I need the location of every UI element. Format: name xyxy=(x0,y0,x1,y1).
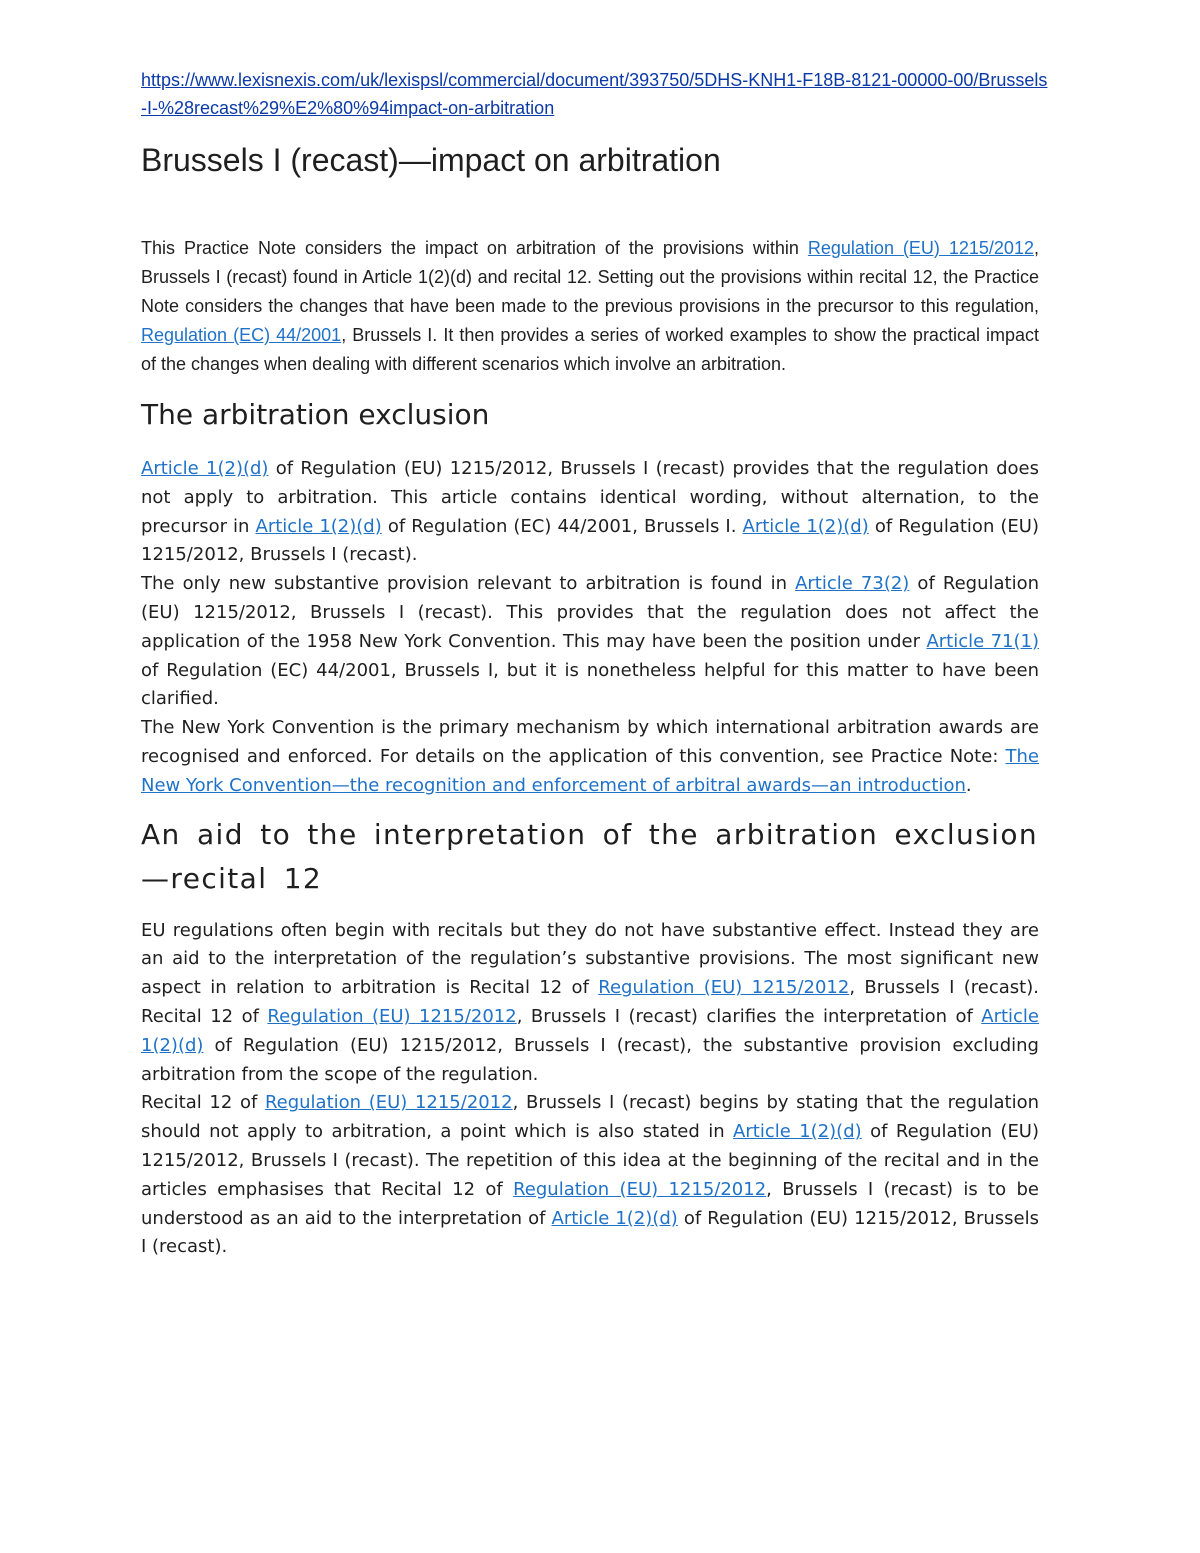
article-73-2-link[interactable]: Article 73(2) xyxy=(795,573,910,595)
paragraph-article-1-2-d xyxy=(141,455,1039,570)
article-1-2-d-link[interactable]: Article 1(2)(d) xyxy=(141,458,269,479)
regulation-eu-link[interactable]: Regulation (EU) 1215/2012 xyxy=(513,1178,767,1200)
article-71-1-link[interactable]: Article 71(1) xyxy=(926,630,1039,652)
paragraph-text: EU regulations often begin with recitals but they do not have substantive effect. Instead they are an aid to the interpretation of the regulation’s substantive provisions. The most significant new aspect in relation to arbitration is Recital 12 of xyxy=(141,919,1039,999)
intro-text-3: , Brussels I. It then provides a series of worked examples to show the practical impact of the changes when dealing with different scenarios which involve an arbitration. xyxy=(141,325,1040,374)
regulation-eu-link[interactable]: Regulation (EU) 1215/2012 xyxy=(267,1005,517,1027)
paragraph-text: , Brussels I (recast) is to be understood as an aid to the interpretation of xyxy=(141,1178,1039,1229)
paragraph-text: of Regulation (EC) 44/2001, Brussels I. xyxy=(381,515,743,537)
document-page xyxy=(141,66,1048,1274)
paragraph-text: Recital 12 of xyxy=(141,1092,265,1114)
paragraph-text: . xyxy=(965,774,972,796)
section-arbitration-exclusion xyxy=(141,393,1039,801)
paragraph-new-york-convention xyxy=(141,714,1039,800)
paragraph-text: , Brussels I (recast) begins by stating that the regulation should not apply to arbitration, a point which is also stated in xyxy=(141,1092,1039,1143)
paragraph-eu-regulations-recitals xyxy=(141,917,1039,1090)
paragraph-text: The New York Convention is the primary mechanism by which international arbitration awards are recognised and enforced. For details on the application of this convention, see Practice Note: xyxy=(141,717,1039,767)
paragraph-text: , Brussels I (recast). Recital 12 of xyxy=(141,977,1039,1027)
article-1-2-d-link[interactable]: Article 1(2)(d) xyxy=(141,1005,1039,1056)
section-recital-12 xyxy=(141,813,1039,1263)
article-1-2-d-link[interactable]: Article 1(2)(d) xyxy=(255,515,382,537)
paragraph-text: of Regulation (EU) 1215/2012, Brussels I (recast). xyxy=(141,1207,1040,1258)
article-1-2-d-link[interactable]: Article 1(2)(d) xyxy=(733,1121,862,1143)
paragraph-text: of Regulation (EU) 1215/2012, Brussels I (recast), the substantive provision excluding arbitration from the scope of the regulation. xyxy=(141,1034,1039,1085)
section-heading-arbitration-exclusion: The arbitration exclusion xyxy=(141,398,490,431)
paragraph-text: of Regulation (EU) 1215/2012, Brussels I (recast). The repetition of this idea at the beginning of the recital and in the articles emphasises that Recital 12 of xyxy=(141,1121,1040,1200)
article-1-2-d-link[interactable]: Article 1(2)(d) xyxy=(742,515,869,537)
regulation-eu-link[interactable]: Regulation (EU) 1215/2012 xyxy=(264,1092,513,1114)
paragraph-text: of Regulation (EC) 44/2001, Brussels I, but it is nonetheless helpful for this matter to have been clarified. xyxy=(141,659,1039,710)
article-1-2-d-link[interactable]: Article 1(2)(d) xyxy=(551,1207,678,1229)
paragraph-text: , Brussels I (recast) clarifies the interpretation of xyxy=(516,1005,982,1027)
regulation-eu-link[interactable]: Regulation (EU) 1215/2012 xyxy=(807,238,1034,258)
paragraph-article-73-2 xyxy=(141,570,1039,714)
page-title: Brussels I (recast)—impact on arbitration xyxy=(141,142,721,178)
new-york-convention-practice-note-link[interactable]: The New York Convention—the recognition and enforcement of arbitral awards—an introduction xyxy=(141,745,1039,796)
paragraph-text: The only new substantive provision relevant to arbitration is found in xyxy=(141,573,796,595)
paragraph-text: of Regulation (EU) 1215/2012, Brussels I (recast). This provides that the regulation does not affect the application of the 1958 New York Convention. This may have been the position under xyxy=(141,573,1039,652)
section-heading-recital-12: An aid to the interpretation of the arbitration exclusion—recital 12 xyxy=(141,817,1039,895)
regulation-ec-link[interactable]: Regulation (EC) 44/2001 xyxy=(141,325,342,345)
paragraph-recital-12-begins xyxy=(141,1089,1039,1262)
paragraph-text: of Regulation (EU) 1215/2012, Brussels I (recast). xyxy=(141,515,1040,566)
paragraph-text: of Regulation (EU) 1215/2012, Brussels I (recast) provides that the regulation does not apply to arbitration. This article contains identical wording, without alternation, to the precursor in xyxy=(141,458,1040,537)
intro-text-1: This Practice Note considers the impact on arbitration of the provisions within xyxy=(141,238,808,258)
intro-text-2: , Brussels I (recast) found in Article 1(2)(d) and recital 12. Setting out the provisions within recital 12, the Practice Note considers the changes that have been made to the previous provisions in the precursor to this regulation, xyxy=(141,238,1039,316)
source-url-link[interactable]: https://www.lexisnexis.com/uk/lexispsl/commercial/document/393750/5DHS-KNH1-F18B-8121-00000-00/Brussels-I-%28recast%29%E2%80%94impact-on-arbitration xyxy=(141,70,1048,118)
regulation-eu-link[interactable]: Regulation (EU) 1215/2012 xyxy=(598,977,850,999)
intro-paragraph xyxy=(141,234,1039,379)
